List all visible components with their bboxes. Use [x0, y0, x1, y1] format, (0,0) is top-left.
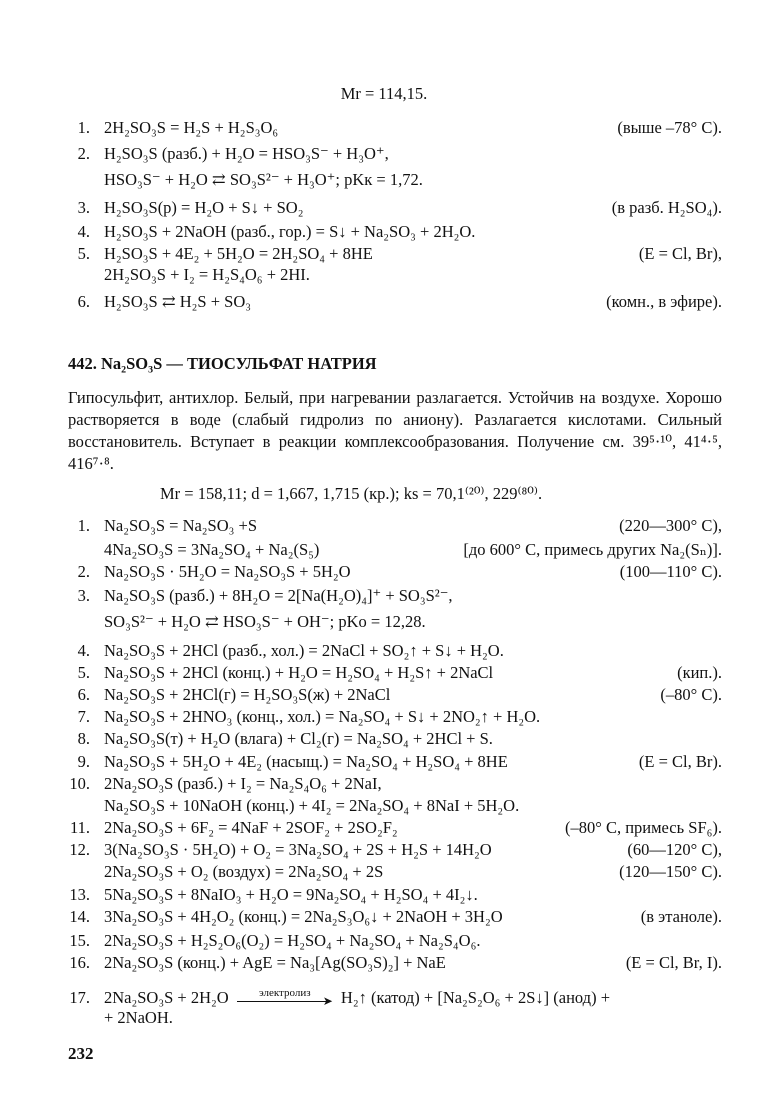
reaction-17-left: 2Na₂SO₃S + 2H₂O [104, 988, 229, 1007]
reaction-text: H₂SO₃S (разб.) + H₂O = HSO₃S⁻ + H₃O⁺, [104, 144, 389, 163]
reaction-17-right: H₂↑ (катод) + [Na₂S₂O₆ + 2S↓] (анод) + [340, 988, 610, 1007]
reaction-condition: (выше –78° C). [617, 118, 722, 137]
reaction-condition: (комн., в эфире). [606, 292, 722, 311]
reaction-number: 4. [77, 222, 90, 241]
reaction-text: H₂SO₃S(р) = H₂O + S↓ + SO₂ [104, 198, 304, 217]
reaction-number: 17. [69, 988, 90, 1007]
reaction-text: 2Na₂SO₃S (разб.) + I₂ = Na₂S₄O₆ + 2NaI, [104, 774, 382, 793]
reaction-text: 5Na₂SO₃S + 8NaIO₃ + H₂O = 9Na₂SO₄ + H₂SO₄ + 4I₂↓. [104, 885, 478, 904]
reaction-number: 6. [77, 685, 90, 704]
reaction-text: 2Na₂SO₃S + H₂S₂O₆(O₂) = H₂SO₄ + Na₂SO₄ + Na₂S₄O₆. [104, 931, 481, 950]
reaction-number: 7. [77, 707, 90, 726]
reaction-number: 6. [77, 292, 90, 311]
reaction-text: 3(Na₂SO₃S · 5H₂O) + O₂ = 3Na₂SO₄ + 2S + H₂S + 14H₂O [104, 840, 492, 859]
reaction-number: 13. [69, 885, 90, 904]
reaction-text: H₂SO₃S + 4E₂ + 5H₂O = 2H₂SO₄ + 8HE [104, 244, 373, 263]
reaction-number: 12. [69, 840, 90, 859]
reaction-number: 14. [69, 907, 90, 926]
reaction-condition: (в этаноле). [640, 907, 722, 926]
reaction-number: 16. [69, 953, 90, 972]
reaction-text: Na₂SO₃S = Na₂SO₃ +S [104, 516, 258, 535]
reaction-condition: (E = Cl, Br, I). [625, 953, 722, 972]
reaction-number: 1. [77, 118, 90, 137]
reaction-17-cont: + 2NaOH. [104, 1008, 173, 1027]
reaction-number: 5. [77, 244, 90, 263]
reaction-text: Na₂SO₃S(т) + H₂O (влага) + Cl₂(г) = Na₂SO₄ + 2HCl + S. [104, 729, 493, 748]
reaction-text: 4Na₂SO₃S = 3Na₂SO₄ + Na₂(S₅) [104, 540, 320, 559]
reaction-condition: (220—300° C), [619, 516, 722, 535]
reaction-condition: (120—150° C). [619, 862, 722, 881]
reaction-number: 3. [77, 586, 90, 605]
reaction-condition: (E = Cl, Br). [638, 752, 722, 771]
reaction-text: H₂SO₃S ⇄ H₂S + SO₃ [104, 292, 252, 311]
reaction-condition: (–80° C, примесь SF₆). [564, 818, 722, 837]
arrow-icon: электролиз ➤ [237, 989, 333, 1009]
reaction-number: 3. [77, 198, 90, 217]
reaction-number: 8. [77, 729, 90, 748]
reaction-number: 4. [77, 641, 90, 660]
reaction-text [104, 988, 610, 1009]
reaction-number: 15. [69, 931, 90, 950]
reaction-text: Na₂SO₃S + 10NaOH (конц.) + 4I₂ = 2Na₂SO₄ + 8NaI + 5H₂O. [104, 796, 520, 815]
reaction-number: 9. [77, 752, 90, 771]
reaction-condition: (в разб. H₂SO₄). [611, 198, 722, 217]
reaction-condition: (60—120° C), [627, 840, 722, 859]
reaction-number: 2. [77, 562, 90, 581]
reaction-text: HSO₃S⁻ + H₂O ⇄ SO₃S²⁻ + H₃O⁺; pKк = 1,72. [104, 170, 423, 189]
reaction-text: 2Na₂SO₃S (конц.) + AgE = Na₃[Ag(SO₃S)₂] + NaE [104, 953, 446, 972]
reaction-text: SO₃S²⁻ + H₂O ⇄ HSO₃S⁻ + OH⁻; pKо = 12,28. [104, 612, 426, 631]
reaction-condition: (кип.). [677, 663, 722, 682]
reaction-text: 2H₂SO₃S + I₂ = H₂S₄O₆ + 2HI. [104, 265, 310, 284]
reaction-number: 10. [69, 774, 90, 793]
reaction-text: Na₂SO₃S + 2HCl (разб., хол.) = 2NaCl + SO₂↑ + S↓ + H₂O. [104, 641, 504, 660]
reaction-text: Na₂SO₃S · 5H₂O = Na₂SO₃S + 5H₂O [104, 562, 351, 581]
reaction-text: 3Na₂SO₃S + 4H₂O₂ (конц.) = 2Na₂S₃O₆↓ + 2NaOH + 3H₂O [104, 907, 503, 926]
page-number: 232 [68, 1044, 94, 1063]
reaction-number: 1. [77, 516, 90, 535]
reaction-condition: (E = Cl, Br), [638, 244, 722, 263]
reaction-text: H₂SO₃S + 2NaOH (разб., гор.) = S↓ + Na₂SO₃ + 2H₂O. [104, 222, 476, 241]
constants-line: Mr = 158,11; d = 1,667, 1,715 (кр.); ks = 70,1⁽²⁰⁾, 229⁽⁸⁰⁾. [160, 484, 543, 503]
section-heading: 442. Na₂SO₃S — ТИОСУЛЬФАТ НАТРИЯ [68, 354, 377, 373]
reaction-text: Na₂SO₃S + 5H₂O + 4E₂ (насыщ.) = Na₂SO₄ + H₂SO₄ + 8HE [104, 752, 508, 771]
reaction-text: 2Na₂SO₃S + O₂ (воздух) = 2Na₂SO₄ + 2S [104, 862, 384, 881]
reaction-condition: [до 600° C, примесь других Na₂(Sₙ)]. [463, 540, 722, 559]
reaction-text: Na₂SO₃S (разб.) + 8H₂O = 2[Na(H₂O)₄]⁺ + SO₃S²⁻, [104, 586, 453, 605]
arrow-label: электролиз [258, 987, 311, 1000]
reaction-text: 2H₂SO₃S = H₂S + H₂S₃O₆ [104, 118, 279, 137]
reaction-text: Na₂SO₃S + 2HCl(г) = H₂SO₃S(ж) + 2NaCl [104, 685, 391, 704]
reaction-condition: (100—110° C). [619, 562, 722, 581]
reaction-number: 5. [77, 663, 90, 682]
molar-mass-top: Mr = 114,15. [340, 84, 428, 103]
reaction-text: Na₂SO₃S + 2HCl (конц.) + H₂O = H₂SO₄ + H₂S↑ + 2NaCl [104, 663, 494, 682]
reaction-number: 11. [69, 818, 90, 837]
reaction-condition: (–80° C). [660, 685, 722, 704]
reaction-number: 2. [77, 144, 90, 163]
description-paragraph: Гипосульфит, антихлор. Белый, при нагревании разлагается. Устойчив на воздухе. Хорошо растворяется в воде (слабый гидролиз по аниону). Разлагается кислотами. Сильный восстановитель. Вступает в реакции комплексообразования. Получение см. 39⁵·¹⁰, 41⁴·⁵, 416⁷·⁸. [68, 388, 722, 473]
reaction-text: Na₂SO₃S + 2HNO₃ (конц., хол.) = Na₂SO₄ + S↓ + 2NO₂↑ + H₂O. [104, 707, 541, 726]
reaction-text: 2Na₂SO₃S + 6F₂ = 4NaF + 2SOF₂ + 2SO₂F₂ [104, 818, 398, 837]
